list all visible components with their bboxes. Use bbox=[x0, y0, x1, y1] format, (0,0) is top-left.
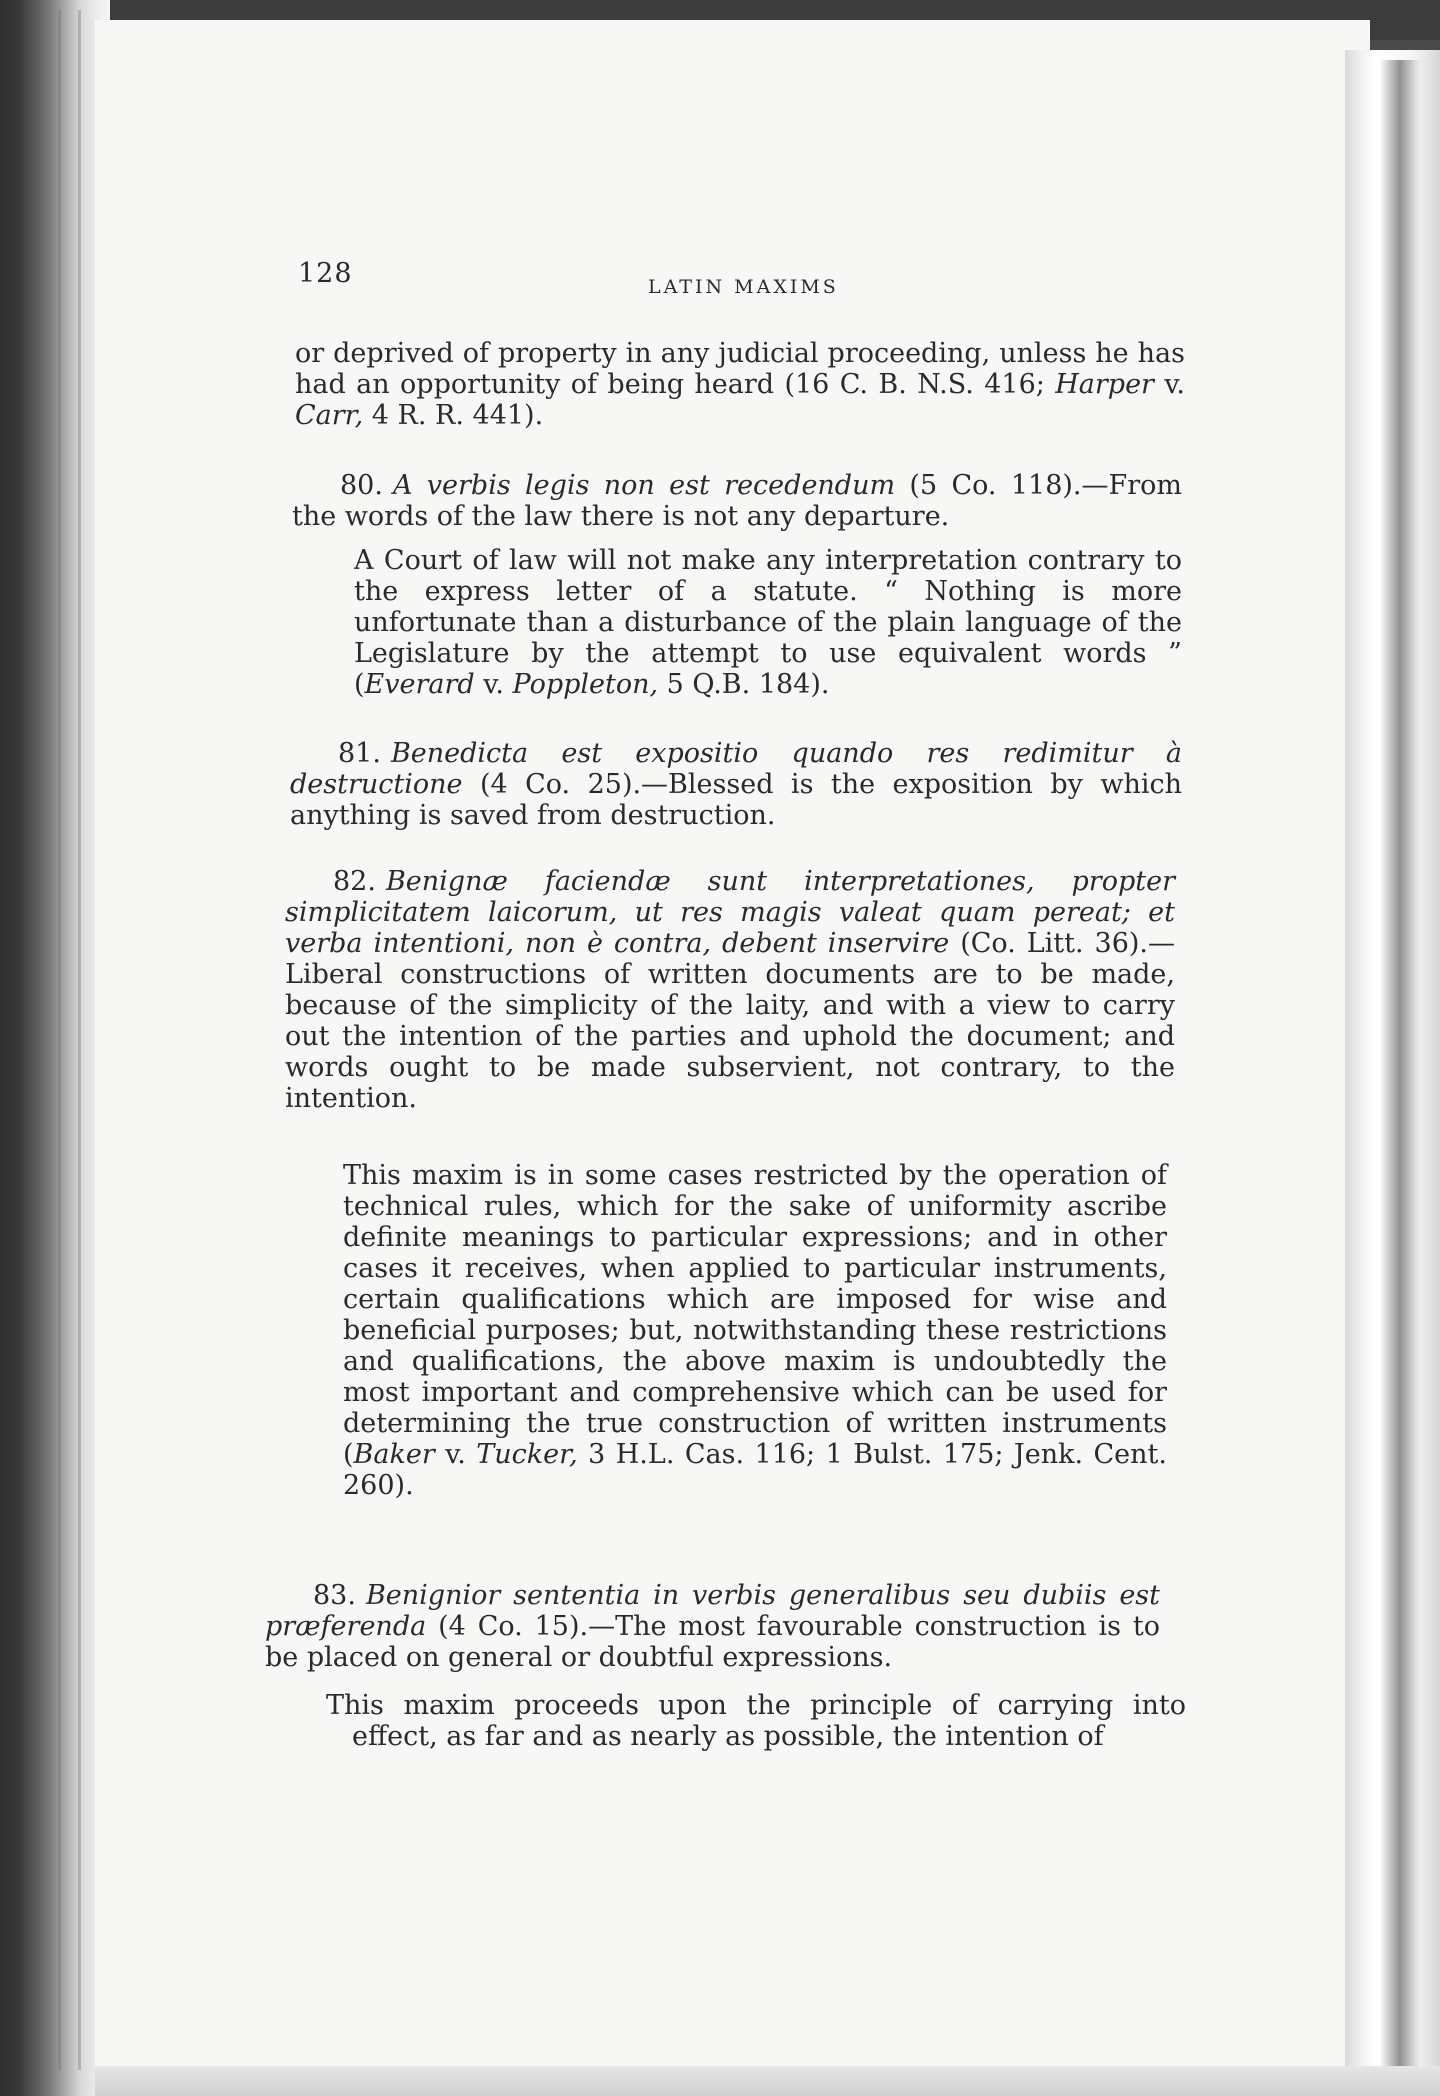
maxim-number: 83. bbox=[313, 1580, 356, 1611]
maxim-number: 82. bbox=[333, 866, 376, 897]
paragraph-continuation bbox=[295, 338, 1185, 431]
citation-text: 3 H.L. Cas. 116; 1 Bulst. 175; Jenk. Cent. 260). bbox=[343, 1439, 1167, 1501]
maxim-number: 80. bbox=[340, 470, 383, 501]
case-name: Baker bbox=[353, 1439, 435, 1470]
case-name: Carr, bbox=[295, 400, 364, 431]
running-head: LATIN MAXIMS bbox=[648, 276, 839, 298]
paragraph-text: or deprived of property in any judicial proceeding, unless he has had an opportunity of being heard (16 C. B. N.S. 416; bbox=[295, 338, 1185, 400]
commentary-text: This maxim proceeds upon the principle of carrying into effect, as far and as nearly as possible, the intention of bbox=[326, 1690, 1186, 1752]
latin-maxim: Benedicta est expositio quando res redimitur à destructione bbox=[290, 738, 1182, 800]
latin-maxim: Benignæ faciendæ sunt interpretationes, propter simplicitatem laicorum, ut res magis valeat quam pereat; et verba intentioni, non è contra, debent inservire bbox=[285, 866, 1175, 959]
page-number: 128 bbox=[298, 258, 353, 289]
maxim-translation: (5 Co. 118).—From the words of the law there is not any departure. bbox=[292, 470, 1182, 532]
commentary-text: This maxim is in some cases restricted by the operation of technical rules, which for the sake of uniformity ascribe definite meanings to particular expressions; and in other cases it receives, when applied to particular instruments, certain qualifications which are imposed for wise and beneficial purposes; but, notwithstanding these restrictions and qualifications, the above maxim is undoubtedly the most important and comprehensive which can be used for determining the true construction of written instruments ( bbox=[343, 1160, 1167, 1470]
maxim-80 bbox=[292, 470, 1182, 532]
commentary-83 bbox=[326, 1690, 1186, 1752]
case-name: Everard bbox=[364, 669, 475, 700]
maxim-81 bbox=[290, 738, 1182, 831]
case-separator: v. bbox=[434, 1439, 477, 1470]
maxim-number: 81. bbox=[338, 738, 381, 769]
citation-text: 4 R. R. 441). bbox=[363, 400, 544, 431]
case-name: Poppleton, bbox=[512, 669, 659, 700]
latin-maxim: Benignior sententia in verbis generalibus seu dubiis est præferenda bbox=[265, 1580, 1160, 1642]
commentary-80 bbox=[354, 545, 1182, 700]
citation-text: 5 Q.B. 184). bbox=[658, 669, 830, 700]
case-separator: v. bbox=[474, 669, 513, 700]
case-name: Harper bbox=[1055, 369, 1154, 400]
case-name: Tucker, bbox=[476, 1439, 578, 1470]
maxim-83 bbox=[265, 1580, 1160, 1673]
commentary-82 bbox=[343, 1160, 1167, 1501]
case-separator: v. bbox=[1153, 369, 1185, 400]
maxim-82 bbox=[285, 866, 1175, 1114]
latin-maxim: A verbis legis non est recedendum bbox=[392, 470, 896, 501]
commentary-text: A Court of law will not make any interpretation contrary to the express letter of a statute. “ Nothing is more unfortunate than a disturbance of the plain language of the Legislature by the attempt to use equivalent words ” ( bbox=[354, 545, 1182, 700]
maxim-translation: (4 Co. 15).—The most favourable construction is to be placed on general or doubtful expressions. bbox=[265, 1611, 1160, 1673]
maxim-translation: (Co. Litt. 36).—Liberal constructions of written documents are to be made, because of the simplicity of the laity, and with a view to carry out the intention of the parties and uphold the document; and words ought to be made subservient, not contrary, to the intention. bbox=[285, 928, 1176, 1114]
maxim-translation: (4 Co. 25).—Blessed is the exposition by which anything is saved from destruction. bbox=[290, 769, 1182, 831]
